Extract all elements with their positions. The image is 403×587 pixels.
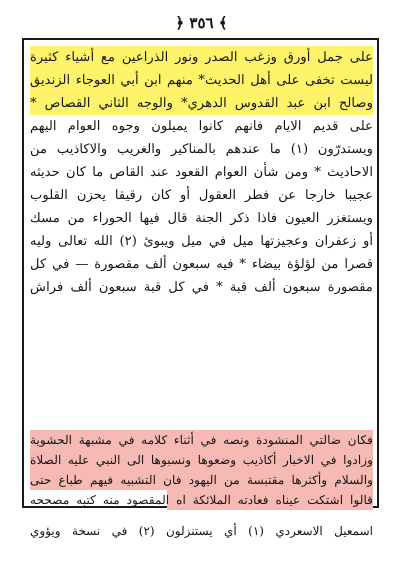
page-number: ﴿ ٣٥٦ ﴾ — [175, 14, 228, 32]
text-line: الاحاديث * ومن شأن العوام القعود عند القاص ما كان حديثه — [30, 165, 373, 180]
text-line: ويستدرّون (١) ما عندهم بالمناكير والغريب والاكاذيب من — [30, 142, 373, 157]
text-line: ليست تخفى على أهل الحديث* منهم ابن أبي العوجاء الزنديق — [30, 69, 373, 92]
note-line: فكان ضالتي المنشودة ونصه في أثناء كلامه في مشبهة الحشوية — [30, 430, 373, 450]
text-line: عجيبا خارجا عن فطر العقول أو كان رقيقا يحزن القلوب — [30, 188, 373, 203]
main-text-block — [30, 46, 373, 299]
text-line: وصالح ابن عبد القدوس الدهري* والوجه الثاني القصاص * — [30, 92, 373, 115]
text-line: قصرا من لؤلؤة بيضاء * فيه سبعون ألف مقصورة — في كل — [30, 257, 373, 272]
highlighted-note-block — [30, 430, 373, 510]
text-line: ويستغزر العيون فاذا ذكر الجنة قال فيها الحوراء من مسك — [30, 211, 373, 226]
footnotes — [30, 520, 373, 542]
text-line: على قديم الايام فانهم كانوا يميلون وجوه العوام اليهم — [30, 119, 373, 134]
note-line: قالوا اشتكت عيناه فعادته الملائكة اه المقصود منه كتبه مصححه — [30, 490, 373, 510]
text-line: مقصورة سبعون ألف قبة * في كل قبة سبعون ألف فراش — [30, 280, 373, 295]
text-line: على جمل أورق وزغب الصدر ونور الذراعين مع أشياء كثيرة — [30, 46, 373, 69]
footnote-line: اسمعيل الاسعردي (١) أي يستنزلون (٢) في نسخة ويؤوي — [30, 524, 373, 538]
note-line: وزادوا في الاخبار أكاذيب وضعوها ونسبوها الى النبي عليه الصلاة — [30, 450, 373, 470]
note-line: والسلام وأكثرها مقتبسة من اليهود فان التشبيه فيهم طباع حتى — [30, 470, 373, 490]
text-line: أو زعفران وعجيزتها ميل في ميل ويبوئ (٢) الله تعالى وليه — [30, 234, 373, 249]
